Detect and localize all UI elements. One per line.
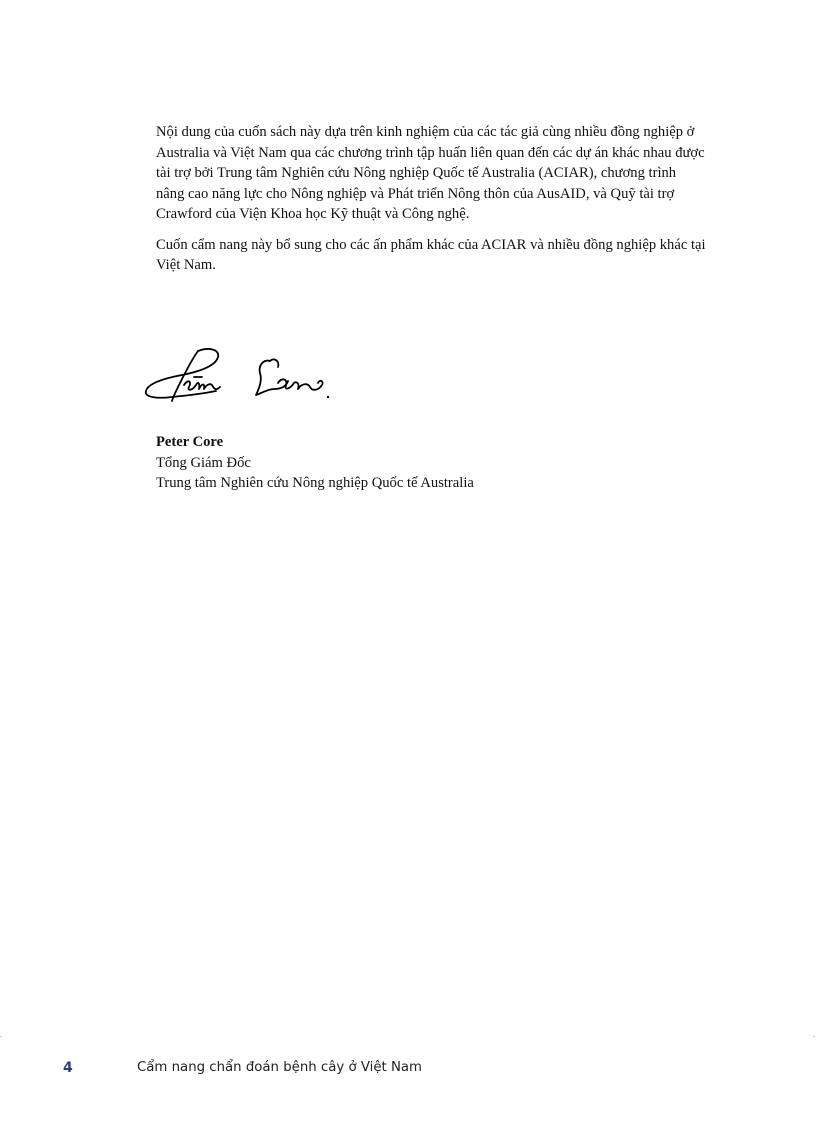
paragraph-2: Cuốn cẩm nang này bổ sung cho các ấn phẩm khác của ACIAR và nhiều đồng nghiệp khác tại Việt Nam. [156, 236, 706, 273]
signer-organization: Trung tâm Nghiên cứu Nông nghiệp Quốc tế Australia [156, 475, 474, 491]
signer-block [156, 432, 474, 494]
running-title: Cẩm nang chẩn đoán bệnh cây ở Việt Nam [137, 1060, 422, 1075]
signer-name: Peter Core [156, 434, 224, 450]
foreword-body [156, 122, 708, 286]
crop-mark-right [813, 1036, 815, 1037]
handwritten-signature [142, 345, 342, 407]
signer-title: Tổng Giám Đốc [156, 454, 251, 471]
page-footer [0, 1058, 816, 1080]
page-number: 4 [63, 1060, 73, 1076]
crop-mark-left [0, 1036, 2, 1037]
paragraph-1: Nội dung của cuốn sách này dựa trên kinh nghiệm của các tác giả cùng nhiều đồng nghiệp ở Australia và Việt Nam qua các chương trình tập huấn liên quan đến các dự án khác nhau được tài trợ bởi Trung tâm Nghiên cứu Nông nghiệp Quốc tế Australia (ACIAR), chương trình nâng cao năng lực cho Nông nghiệp và Phát triển Nông thôn của AusAID, và Quỹ tài trợ Crawford của Viện Khoa học Kỹ thuật và Công nghệ. [156, 124, 705, 222]
